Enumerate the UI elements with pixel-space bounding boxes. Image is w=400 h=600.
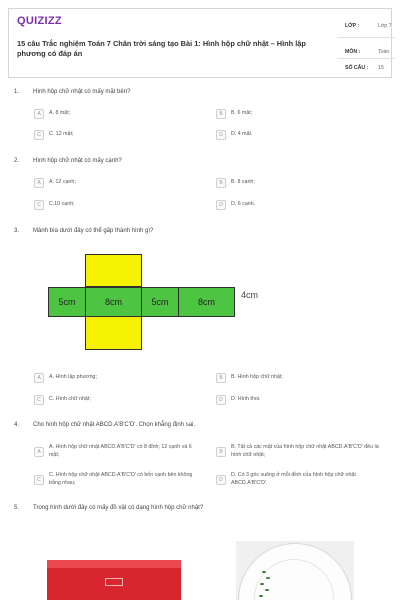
option-letter: D	[216, 475, 226, 485]
worksheet-header	[8, 8, 392, 78]
question-text: Cho hình hộp chữ nhật ABCD.A'B'C'D'. Chọn khẳng định sai.	[33, 422, 196, 428]
question-text: Hình hộp chữ nhật có mấy mặt bên?	[33, 89, 131, 95]
option-text: C. Hình hộp chữ nhật ABCD.A'B'C'D' có bốn cạnh bên không bằng nhau;	[49, 472, 193, 486]
question-number: 4.	[14, 422, 20, 428]
question-number: 5.	[14, 505, 20, 511]
option-text: A. Hình hộp chữ nhật ABCD.A'B'C'D' có 8 đỉnh; 12 cạnh và 6 mặt;	[49, 444, 192, 458]
question-text: Mảnh bìa dưới đây có thể gấp thành hình gì?	[33, 228, 154, 234]
option-text: D. Có 3 góc vuông ở mỗi đỉnh của hình hộp chữ nhật ABCD.A'B'C'D'.	[231, 472, 356, 486]
document-title: 15 câu Trắc nghiệm Toán 7 Chân trời sáng tạo Bài 1: Hình hộp chữ nhật – Hình lập phương có đáp án	[17, 39, 306, 58]
meta-divider	[337, 37, 395, 38]
plate-photo	[236, 541, 354, 600]
option-text: C. Hình chữ nhật;	[49, 396, 91, 402]
question-text: Hình hộp chữ nhật có mấy cạnh?	[33, 158, 122, 164]
option-letter: C	[34, 130, 44, 140]
option-letter: A	[34, 109, 44, 119]
plate-leaf-decoration	[259, 595, 263, 597]
meta-label-class: LỚP :	[345, 23, 360, 29]
meta-value-subject: Toán	[378, 49, 390, 55]
option-text: D. 6 cạnh.	[231, 201, 256, 207]
option-letter: D	[216, 130, 226, 140]
option-text: A. Hình lập phương;	[49, 374, 97, 380]
option-text: D. 4 mặt.	[231, 131, 253, 137]
question-number: 3.	[14, 228, 20, 234]
meta-value-class: Lớp 7	[378, 23, 392, 29]
meta-value-count: 15	[378, 65, 384, 71]
meta-divider	[337, 58, 395, 59]
net-side-label: 4cm	[241, 290, 259, 300]
option-text: A. 12 cạnh;	[49, 179, 76, 185]
option-text: B. Tất cả các mặt của hình hộp chữ nhật ABCD.A'B'C'D' đều là hình chữ nhật;	[231, 444, 379, 458]
option-letter: C	[34, 475, 44, 485]
option-letter: B	[216, 109, 226, 119]
option-letter: D	[216, 395, 226, 405]
option-letter: A	[34, 178, 44, 188]
plate-leaf-decoration	[265, 589, 269, 591]
option-text: B. 6 mặt;	[231, 110, 253, 116]
option-text: C.10 cạnh;	[49, 201, 75, 207]
box-net-figure	[48, 254, 304, 350]
plate-leaf-decoration	[266, 577, 270, 579]
option-letter: D	[216, 200, 226, 210]
option-letter: B	[216, 373, 226, 383]
gift-box-lid	[47, 560, 181, 568]
net-face-4: 8cm	[178, 287, 235, 317]
gift-box-emblem	[105, 578, 123, 586]
meta-label-count: SỐ CÂU :	[345, 65, 369, 71]
gift-box-photo	[47, 560, 181, 600]
question-text: Trong hình dưới đây có mấy đồ vật có dạng hình hộp chữ nhật?	[33, 505, 204, 511]
net-top-face	[85, 254, 142, 287]
net-face-1: 5cm	[48, 287, 86, 317]
net-face-3: 5cm	[141, 287, 179, 317]
quizizz-logo[interactable]: QUIZIZZ	[17, 15, 62, 27]
plate-leaf-decoration	[262, 571, 266, 573]
option-letter: A	[34, 447, 44, 457]
option-text: B. 8 cạnh;	[231, 179, 255, 185]
option-text: D. Hình thoi.	[231, 396, 261, 402]
option-letter: B	[216, 178, 226, 188]
plate-leaf-decoration	[260, 583, 264, 585]
net-face-2: 8cm	[85, 287, 142, 317]
option-letter: C	[34, 395, 44, 405]
option-letter: A	[34, 373, 44, 383]
option-text: C. 12 mặt;	[49, 131, 74, 137]
option-letter: C	[34, 200, 44, 210]
option-text: A. 8 mặt;	[49, 110, 71, 116]
meta-label-subject: MÔN :	[345, 49, 361, 55]
option-text: B. Hình hộp chữ nhật;	[231, 374, 283, 380]
option-letter: B	[216, 447, 226, 457]
question-number: 1.	[14, 89, 20, 95]
question-number: 2.	[14, 158, 20, 164]
net-bottom-face	[85, 316, 142, 350]
